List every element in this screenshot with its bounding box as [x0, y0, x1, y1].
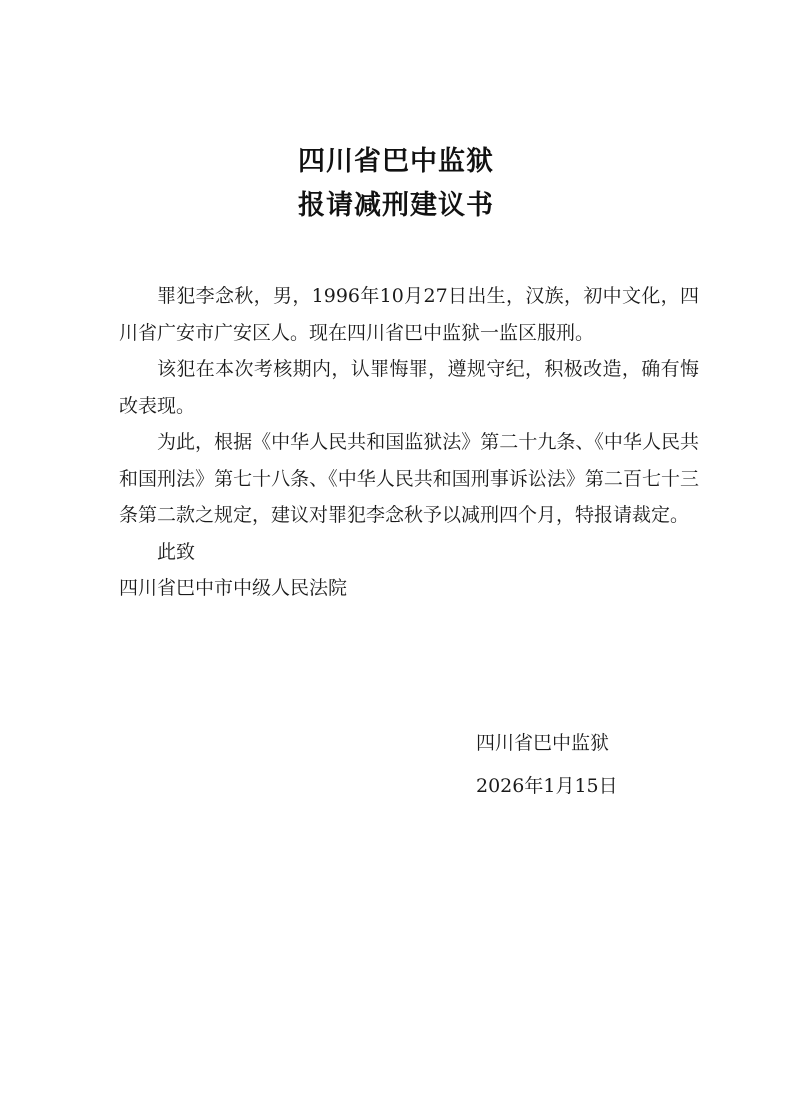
paragraph-prisoner-info: 罪犯李念秋，男，1996年10月27日出生，汉族，初中文化，四川省广安市广安区人。现在四川省巴中监狱一监区服刑。 [119, 285, 699, 344]
paragraph-legal-basis: 为此，根据《中华人民共和国监狱法》第二十九条、《中华人民共和国刑法》第七十八条、《中华人民共和国刑事诉讼法》第二百七十三条第二款之规定，建议对罪犯李念秋予以减刑四个月，特报请裁定。 [119, 431, 699, 526]
signature-organization: 四川省巴中监狱 [476, 732, 610, 754]
signature-date: 2026年1月15日 [476, 775, 618, 797]
document-title-line1: 四川省巴中监狱 [298, 146, 494, 177]
signature-block [476, 722, 618, 808]
greeting: 此致 [157, 540, 196, 563]
recipient-court: 四川省巴中市中级人民法院 [119, 577, 348, 599]
document-body [119, 278, 699, 607]
document-title-line2: 报请减刑建议书 [298, 190, 494, 221]
paragraph-assessment: 该犯在本次考核期内，认罪悔罪，遵规守纪，积极改造，确有悔改表现。 [119, 358, 699, 417]
